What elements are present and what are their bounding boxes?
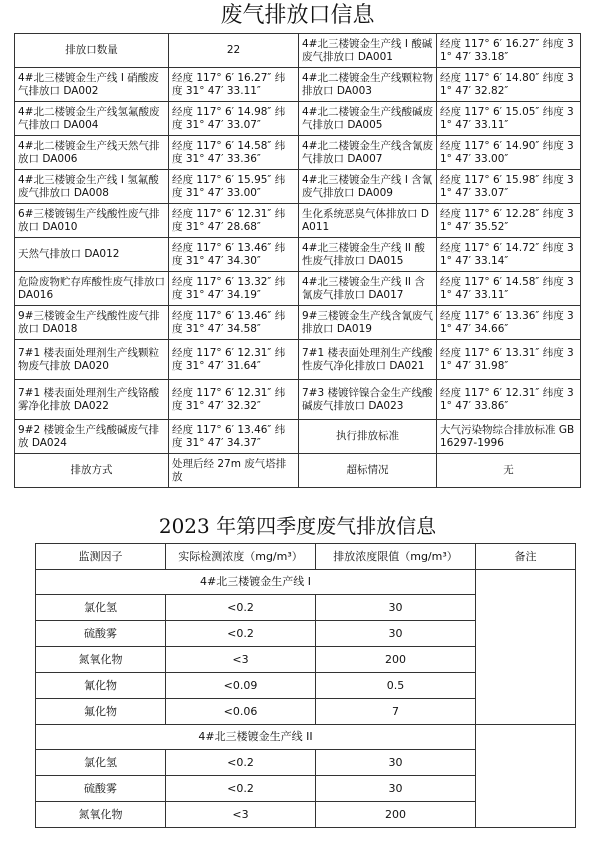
factor-cell: 氮氧化物 xyxy=(36,802,166,828)
outlet-coordinates: 经度 117° 6′ 15.05″ 纬度 31° 47′ 33.11″ xyxy=(437,102,581,136)
outlet-name: 6#三楼镀锡生产线酸性废气排放口 DA010 xyxy=(15,204,169,238)
factor-cell: 氯化氢 xyxy=(36,595,166,621)
exceedance-value: 无 xyxy=(437,454,581,488)
exceedance-label: 超标情况 xyxy=(299,454,437,488)
table-row xyxy=(15,68,581,102)
actual-cell: <0.2 xyxy=(166,750,316,776)
table-row xyxy=(15,454,581,488)
standard-value: 大气污染物综合排放标准 GB16297-1996 xyxy=(437,420,581,454)
outlet-name: 7#3 楼镀锌镍合金生产线酸碱废气排放口 DA023 xyxy=(299,380,437,420)
table-row xyxy=(15,102,581,136)
table-header-row xyxy=(36,544,576,570)
outlet-name: 7#1 楼表面处理剂生产线酸性废气净化排放口 DA021 xyxy=(299,340,437,380)
table-row xyxy=(15,34,581,68)
outlet-name: 危险废物贮存库酸性废气排放口 DA016 xyxy=(15,272,169,306)
section-title: 2023 年第四季度废气排放信息 xyxy=(158,514,437,538)
factor-cell: 氰化物 xyxy=(36,673,166,699)
outlet-name: 4#北三楼镀金生产线 II 酸性废气排放口 DA015 xyxy=(299,238,437,272)
actual-cell: <0.06 xyxy=(166,699,316,725)
factor-cell: 氟化物 xyxy=(36,699,166,725)
outlet-name: 4#北三楼镀金生产线 I 含氰废气排放口 DA009 xyxy=(299,170,437,204)
outlet-coordinates: 经度 117° 6′ 13.31″ 纬度 31° 47′ 31.98″ xyxy=(437,340,581,380)
emission-data-table xyxy=(35,543,576,828)
actual-cell: <0.09 xyxy=(166,673,316,699)
outlet-coordinates: 经度 117° 6′ 14.58″ 纬度 31° 47′ 33.36″ xyxy=(169,136,299,170)
outlet-coordinates: 经度 117° 6′ 12.31″ 纬度 31° 47′ 31.64″ xyxy=(169,340,299,380)
outlet-coordinates: 经度 117° 6′ 14.98″ 纬度 31° 47′ 33.07″ xyxy=(169,102,299,136)
limit-cell: 200 xyxy=(316,647,476,673)
outlet-name: 9#2 楼镀金生产线酸碱废气排放 DA024 xyxy=(15,420,169,454)
limit-cell: 30 xyxy=(316,621,476,647)
limit-cell: 30 xyxy=(316,750,476,776)
discharge-method-value: 处理后经 27m 废气塔排放 xyxy=(169,454,299,488)
outlet-coordinates: 经度 117° 6′ 13.32″ 纬度 31° 47′ 34.19″ xyxy=(169,272,299,306)
outlet-coordinates: 经度 117° 6′ 12.28″ 纬度 31° 47′ 35.52″ xyxy=(437,204,581,238)
outlet-name: 4#北三楼镀金生产线 I 酸碱废气排放口 DA001 xyxy=(299,34,437,68)
outlet-coordinates: 经度 117° 6′ 14.72″ 纬度 31° 47′ 33.14″ xyxy=(437,238,581,272)
outlet-name: 天然气排放口 DA012 xyxy=(15,238,169,272)
outlet-coordinates: 经度 117° 6′ 15.95″ 纬度 31° 47′ 33.00″ xyxy=(169,170,299,204)
line-name: 4#北三楼镀金生产线 II xyxy=(36,725,476,750)
outlet-coordinates: 经度 117° 6′ 14.58″ 纬度 31° 47′ 33.11″ xyxy=(437,272,581,306)
table-row xyxy=(15,380,581,420)
outlet-count-value: 22 xyxy=(169,34,299,68)
outlet-name: 4#北二楼镀金生产线氢氟酸废气排放口 DA004 xyxy=(15,102,169,136)
table-row xyxy=(15,170,581,204)
outlet-name: 4#北二楼镀金生产线含氰废气排放口 DA007 xyxy=(299,136,437,170)
table-row xyxy=(15,420,581,454)
outlet-coordinates: 经度 117° 6′ 12.31″ 纬度 31° 47′ 32.32″ xyxy=(169,380,299,420)
outlet-name: 9#三楼镀金生产线含氰废气排放口 DA019 xyxy=(299,306,437,340)
remark-cell xyxy=(476,725,576,828)
outlet-name: 生化系统恶臭气体排放口 DA011 xyxy=(299,204,437,238)
limit-cell: 0.5 xyxy=(316,673,476,699)
outlet-coordinates: 经度 117° 6′ 15.98″ 纬度 31° 47′ 33.07″ xyxy=(437,170,581,204)
header-remark: 备注 xyxy=(476,544,576,570)
outlet-name: 4#北二楼镀金生产线天然气排放口 DA006 xyxy=(15,136,169,170)
table-row xyxy=(15,272,581,306)
table-row xyxy=(15,340,581,380)
actual-cell: <3 xyxy=(166,802,316,828)
outlet-coordinates: 经度 117° 6′ 12.31″ 纬度 31° 47′ 33.86″ xyxy=(437,380,581,420)
actual-cell: <0.2 xyxy=(166,776,316,802)
header-limit: 排放浓度限值（mg/m³） xyxy=(316,544,476,570)
outlet-name: 7#1 楼表面处理剂生产线铬酸雾净化排放 DA022 xyxy=(15,380,169,420)
outlet-coordinates: 经度 117° 6′ 13.46″ 纬度 31° 47′ 34.37″ xyxy=(169,420,299,454)
outlet-info-table xyxy=(14,33,581,488)
outlet-name: 4#北三楼镀金生产线 I 硝酸废气排放口 DA002 xyxy=(15,68,169,102)
outlet-name: 4#北三楼镀金生产线 I 氢氟酸废气排放口 DA008 xyxy=(15,170,169,204)
outlet-coordinates: 经度 117° 6′ 13.46″ 纬度 31° 47′ 34.58″ xyxy=(169,306,299,340)
factor-cell: 氮氧化物 xyxy=(36,647,166,673)
limit-cell: 200 xyxy=(316,802,476,828)
header-actual: 实际检测浓度（mg/m³） xyxy=(166,544,316,570)
outlet-count-label: 排放口数量 xyxy=(15,34,169,68)
outlet-coordinates: 经度 117° 6′ 14.90″ 纬度 31° 47′ 33.00″ xyxy=(437,136,581,170)
limit-cell: 30 xyxy=(316,595,476,621)
outlet-coordinates: 经度 117° 6′ 12.31″ 纬度 31° 47′ 28.68″ xyxy=(169,204,299,238)
outlet-coordinates: 经度 117° 6′ 13.46″ 纬度 31° 47′ 34.30″ xyxy=(169,238,299,272)
remark-cell xyxy=(476,570,576,725)
outlet-coordinates: 经度 117° 6′ 13.36″ 纬度 31° 47′ 34.66″ xyxy=(437,306,581,340)
outlet-name: 7#1 楼表面处理剂生产线颗粒物废气排放 DA020 xyxy=(15,340,169,380)
outlet-coordinates: 经度 117° 6′ 16.27″ 纬度 31° 47′ 33.11″ xyxy=(169,68,299,102)
header-factor: 监测因子 xyxy=(36,544,166,570)
outlet-name: 4#北三楼镀金生产线 II 含氰废气排放口 DA017 xyxy=(299,272,437,306)
page-title: 废气排放口信息 xyxy=(220,3,375,28)
outlet-coordinates: 经度 117° 6′ 16.27″ 纬度 31° 47′ 33.18″ xyxy=(437,34,581,68)
discharge-method-label: 排放方式 xyxy=(15,454,169,488)
outlet-name: 4#北二楼镀金生产线酸碱废气排放口 DA005 xyxy=(299,102,437,136)
outlet-coordinates: 经度 117° 6′ 14.80″ 纬度 31° 47′ 32.82″ xyxy=(437,68,581,102)
section-row xyxy=(36,725,576,750)
outlet-name: 9#三楼镀金生产线酸性废气排放口 DA018 xyxy=(15,306,169,340)
table-row xyxy=(15,204,581,238)
table-row xyxy=(15,136,581,170)
outlet-name: 4#北二楼镀金生产线颗粒物排放口 DA003 xyxy=(299,68,437,102)
table-row xyxy=(15,306,581,340)
actual-cell: <0.2 xyxy=(166,595,316,621)
limit-cell: 30 xyxy=(316,776,476,802)
factor-cell: 硫酸雾 xyxy=(36,776,166,802)
actual-cell: <3 xyxy=(166,647,316,673)
factor-cell: 氯化氢 xyxy=(36,750,166,776)
limit-cell: 7 xyxy=(316,699,476,725)
standard-label: 执行排放标准 xyxy=(299,420,437,454)
table-row xyxy=(15,238,581,272)
line-name: 4#北三楼镀金生产线 I xyxy=(36,570,476,595)
actual-cell: <0.2 xyxy=(166,621,316,647)
section-row xyxy=(36,570,576,595)
factor-cell: 硫酸雾 xyxy=(36,621,166,647)
